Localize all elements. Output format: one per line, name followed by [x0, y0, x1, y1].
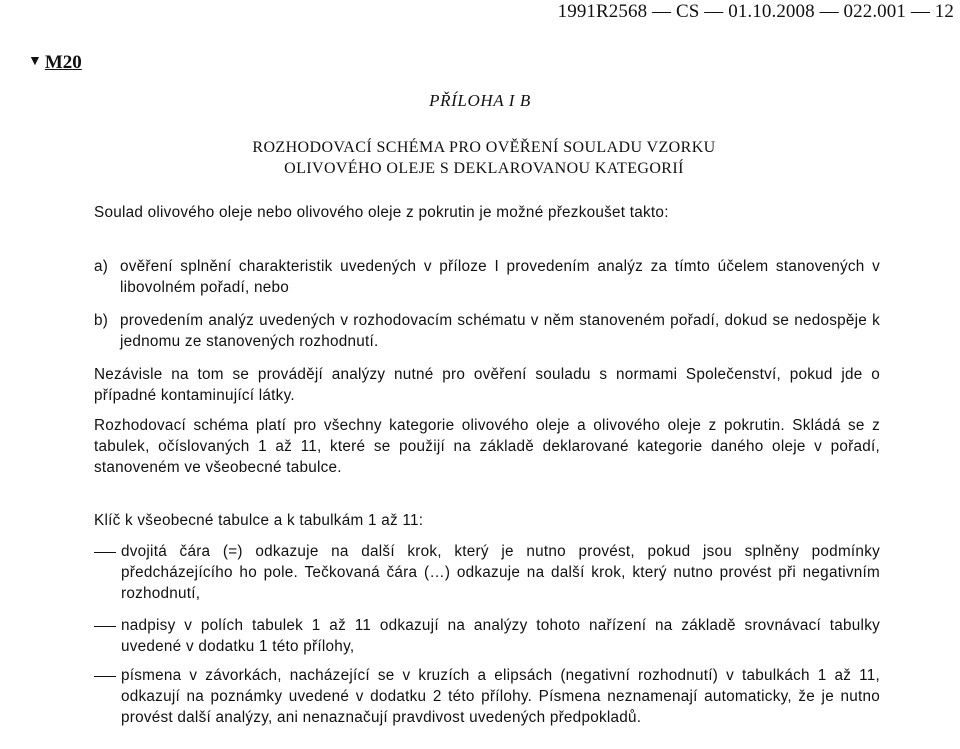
- amendment-marker: [28, 52, 82, 73]
- key-item-text: nadpisy v polích tabulek 1 až 11 odkazují na analýzy tohoto nařízení na základě srovnávací tabulky uvedené v dodatku 1 této přílohy,: [121, 617, 880, 655]
- option-b: [94, 310, 880, 352]
- annex-title-line-2: OLIVOVÉHO OLEJE S DEKLAROVANOU KATEGORIÍ: [284, 160, 684, 177]
- dash-rule: [94, 541, 121, 604]
- key-item: [94, 615, 880, 657]
- option-text: provedením analýz uvedených v rozhodovacím schématu v něm stanoveném pořadí, dokud se nedospěje k jednomu ze stanovených rozhodnutí.: [120, 312, 880, 350]
- option-marker: b): [94, 312, 109, 329]
- dash-rule: [94, 665, 121, 728]
- annex-heading: PŘÍLOHA I B: [429, 91, 531, 110]
- option-text: ověření splnění charakteristik uvedených v příloze I provedením analýz za tímto účelem stanovených v libovolném pořadí, nebo: [120, 258, 880, 296]
- key-item-text: dvojitá čára (=) odkazuje na další krok, který je nutno provést, pokud jsou splněny podmínky předcházejícího ho pole. Tečkovaná čára (…) odkazuje na další krok, který nutno provést při negativním rozhodnutí,: [121, 543, 880, 602]
- key-item-text: písmena v závorkách, nacházející se v kruzích a elipsách (negativní rozhodnutí) v tabulkách 1 až 11, odkazují na poznámky uvedené v dodatku 2 této přílohy. Písmena neznamenají automaticky, že je nutno provést další analýzy, ani nenaznačují pravdivost uvedených předpokladů.: [121, 667, 880, 726]
- annex-title-line-1: ROZHODOVACÍ SCHÉMA PRO OVĚŘENÍ SOULADU VZORKU: [252, 139, 716, 156]
- triangle-down-icon: ▼: [28, 54, 42, 69]
- contamination-paragraph: Nezávisle na tom se provádějí analýzy nutné pro ověření souladu s normami Společenství, pokud jde o případné kontaminující látky.: [94, 366, 880, 404]
- amendment-label: M20: [44, 52, 82, 73]
- key-heading: Klíč k všeobecné tabulce a k tabulkám 1 až 11:: [94, 512, 424, 529]
- scheme-paragraph: Rozhodovací schéma platí pro všechny kategorie olivového oleje a olivového oleje z pokrutin. Skládá se z tabulek, očíslovaných 1 až 11, které se použijí na základě deklarované kategorie daného oleje v pořadí, stanoveném ve všeobecné tabulce.: [94, 417, 880, 476]
- annex-title: [94, 137, 874, 179]
- key-item: [94, 665, 880, 728]
- option-a: [94, 256, 880, 298]
- dash-rule: [94, 615, 121, 657]
- intro-paragraph: Soulad olivového oleje nebo olivového oleje z pokrutin je možné přezkoušet takto:: [94, 204, 669, 221]
- running-header: 1991R2568 — CS — 01.10.2008 — 022.001 — 12: [557, 1, 954, 22]
- key-item: [94, 541, 880, 604]
- option-marker: a): [94, 258, 109, 275]
